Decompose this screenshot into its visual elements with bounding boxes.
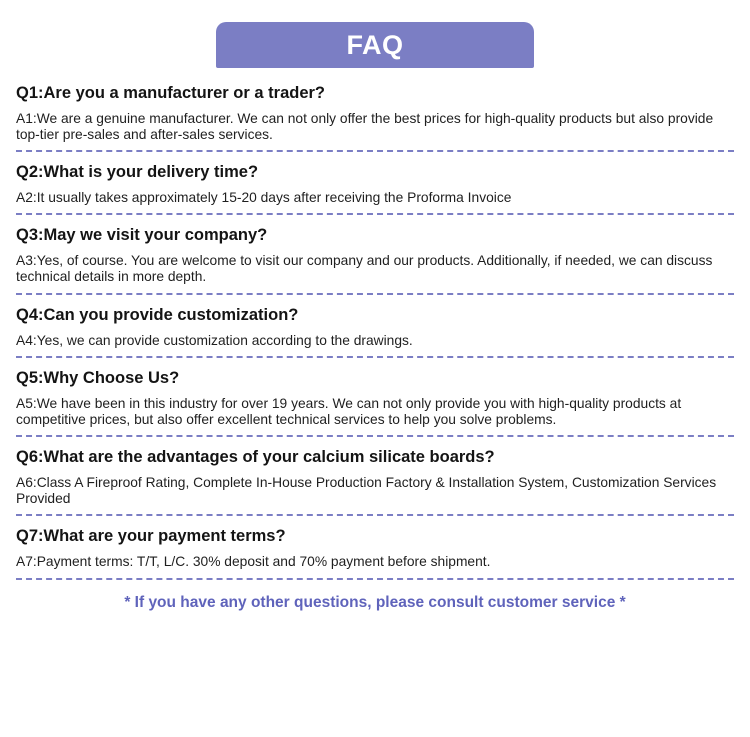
faq-item: [16, 527, 734, 579]
faq-answer: A3:Yes, of course. You are welcome to visit our company and our products. Additionally, if needed, we can discuss technical details in more depth.: [16, 253, 713, 285]
faq-answer: A7:Payment terms: T/T, L/C. 30% deposit and 70% payment before shipment.: [16, 554, 491, 570]
faq-header: [14, 0, 736, 84]
faq-answer: A2:It usually takes approximately 15-20 days after receiving the Proforma Invoice: [16, 190, 512, 206]
page-title: FAQ: [346, 29, 404, 60]
faq-title-banner: [216, 22, 534, 68]
faq-item: [16, 84, 734, 152]
faq-question: Q6:What are the advantages of your calcium silicate boards?: [16, 448, 495, 467]
faq-item: [16, 306, 734, 358]
faq-question: Q4:Can you provide customization?: [16, 305, 299, 324]
faq-answer: A6:Class A Fireproof Rating, Complete In-House Production Factory & Installation System, Customization Services Provided: [16, 474, 717, 507]
faq-answer: A4:Yes, we can provide customization according to the drawings.: [16, 332, 413, 348]
footer-note: * If you have any other questions, please consult customer service *: [124, 593, 626, 611]
faq-question: Q2:What is your delivery time?: [16, 163, 259, 182]
faq-item: [16, 369, 734, 437]
faq-answer: A5:We have been in this industry for over 19 years. We can not only provide you with high-quality products at competitive prices, but also offer excellent technical services to help you solve problems.: [16, 395, 682, 427]
faq-item: [16, 163, 734, 215]
faq-item: [16, 226, 734, 294]
faq-question: Q7:What are your payment terms?: [16, 527, 286, 546]
faq-question: Q5:Why Choose Us?: [16, 368, 180, 387]
faq-question: Q3:May we visit your company?: [16, 226, 268, 245]
faq-question: Q1:Are you a manufacturer or a trader?: [16, 84, 326, 102]
faq-answer: A1:We are a genuine manufacturer. We can not only offer the best prices for high-quality products but also provide top-tier pre-sales and after-sales services.: [16, 110, 714, 143]
faq-list: [14, 84, 736, 580]
faq-item: [16, 448, 734, 516]
